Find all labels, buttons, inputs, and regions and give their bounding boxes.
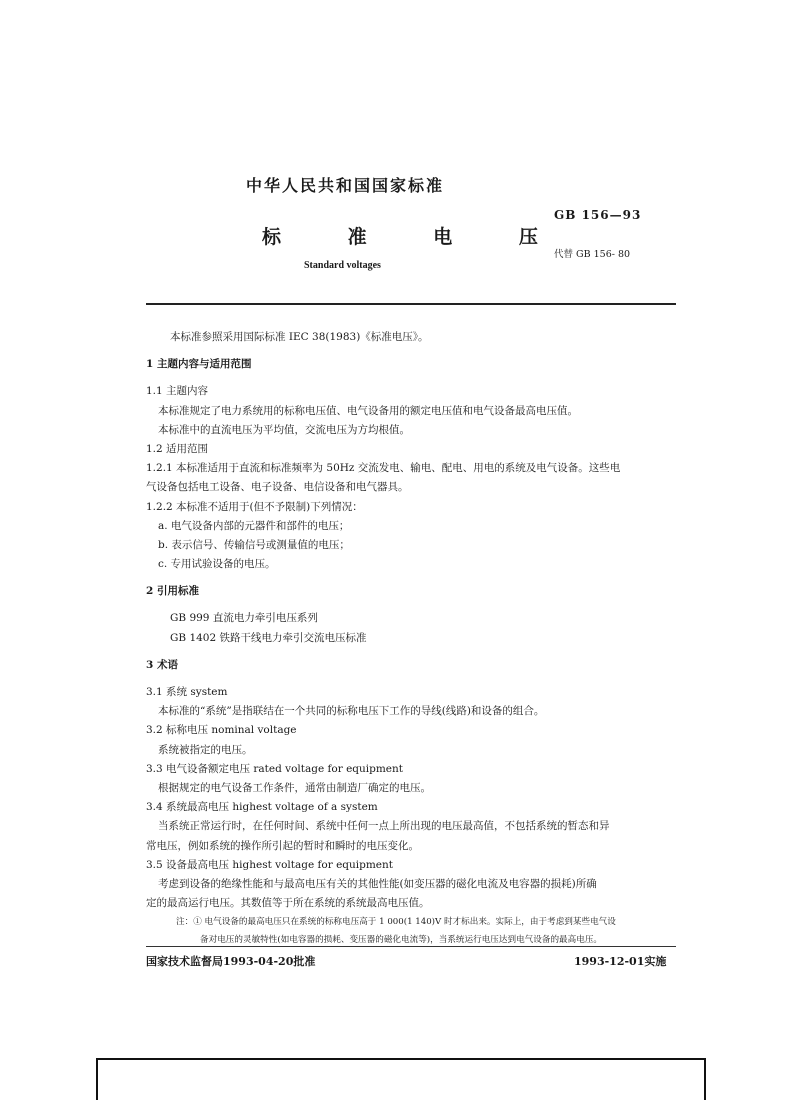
clause-1-1-text: 本标准规定了电力系统用的标称电压值、电气设备用的额定电压值和电气设备最高电压值。 — [158, 404, 578, 417]
list-item: c. 专用试验设备的电压。 — [158, 558, 276, 571]
section-1-heading: 1 主题内容与适用范围 — [146, 358, 252, 371]
term-3-2-definition: 系统被指定的电压。 — [158, 743, 253, 756]
national-standard-title: 中华人民共和国国家标准 — [246, 176, 445, 195]
clause-1-2-heading: 1.2 适用范围 — [146, 442, 209, 455]
footer-divider — [146, 946, 676, 947]
approval-date: 国家技术监督局1993-04-20批准 — [146, 955, 316, 968]
term-3-5: 3.5 设备最高电压 highest voltage for equipment — [146, 858, 393, 871]
reference-item: GB 999 直流电力牵引电压系列 — [170, 612, 318, 625]
english-title: Standard voltages — [304, 260, 381, 271]
document-title: 标 准 电 压 — [262, 226, 568, 248]
clause-1-1-heading: 1.1 主题内容 — [146, 385, 209, 398]
effective-date: 1993-12-01实施 — [574, 955, 667, 968]
note-line: 备对电压的灵敏特性(如电容器的损耗、变压器的磁化电流等)，当系统运行电压达到电气设备的最高电压。 — [200, 935, 603, 946]
term-3-1: 3.1 系统 system — [146, 686, 228, 698]
clause-1-2-1-text: 1.2.1 本标准适用于直流和标准频率为 50Hz 交流发电、输电、配电、用电的系统及电气设备。这些电 — [146, 462, 621, 475]
term-3-5-definition: 定的最高运行电压。其数值等于所在系统的系统最高电压值。 — [146, 897, 430, 910]
term-3-4: 3.4 系统最高电压 highest voltage of a system — [146, 801, 378, 814]
standard-number: GB 156—93 — [554, 208, 642, 222]
term-3-1-definition: 本标准的“系统”是指联结在一个共同的标称电压下工作的导线(线路)和设备的组合。 — [158, 705, 545, 718]
term-3-5-definition: 考虑到设备的绝缘性能和与最高电压有关的其他性能(如变压器的磁化电流及电容器的损耗)所确 — [158, 877, 597, 890]
clause-1-2-2-text: 1.2.2 本标准不适用于(但不予限制)下列情况： — [146, 500, 363, 513]
replaces-standard: 代替 GB 156- 80 — [554, 249, 631, 260]
clause-1-1-text: 本标准中的直流电压为平均值，交流电压为方均根值。 — [158, 423, 410, 436]
term-3-4-definition: 当系统正常运行时，在任何时间、系统中任何一点上所出现的电压最高值，不包括系统的暂态和异 — [158, 820, 610, 833]
header-divider — [146, 303, 676, 305]
list-item: a. 电气设备内部的元器件和部件的电压； — [158, 519, 350, 532]
intro-paragraph: 本标准参照采用国际标准 IEC 38(1983)《标准电压》。 — [170, 331, 429, 343]
list-item: b. 表示信号、传输信号或测量值的电压； — [158, 538, 350, 551]
term-3-3: 3.3 电气设备额定电压 rated voltage for equipment — [146, 762, 404, 775]
section-2-heading: 2 引用标准 — [146, 585, 199, 598]
note-text: 注：① 电气设备的最高电压只在系统的标称电压高于 1 000(1 140)V 时才标出来。实际上，由于考虑到某些电气设 — [176, 917, 616, 928]
clause-1-2-1-text: 气设备包括电工设备、电子设备、电信设备和电气器具。 — [146, 481, 409, 494]
section-3-heading: 3 术语 — [146, 658, 178, 671]
term-3-2: 3.2 标称电压 nominal voltage — [146, 724, 297, 737]
document-body — [146, 328, 680, 949]
note-line — [146, 913, 680, 931]
reference-item: GB 1402 铁路干线电力牵引交流电压标准 — [170, 631, 367, 644]
term-3-3-definition: 根据规定的电气设备工作条件，通常由制造厂确定的电压。 — [158, 781, 431, 794]
next-page-frame — [96, 1058, 706, 1100]
term-3-4-definition: 常电压，例如系统的操作所引起的暂时和瞬时的电压变化。 — [146, 839, 419, 852]
